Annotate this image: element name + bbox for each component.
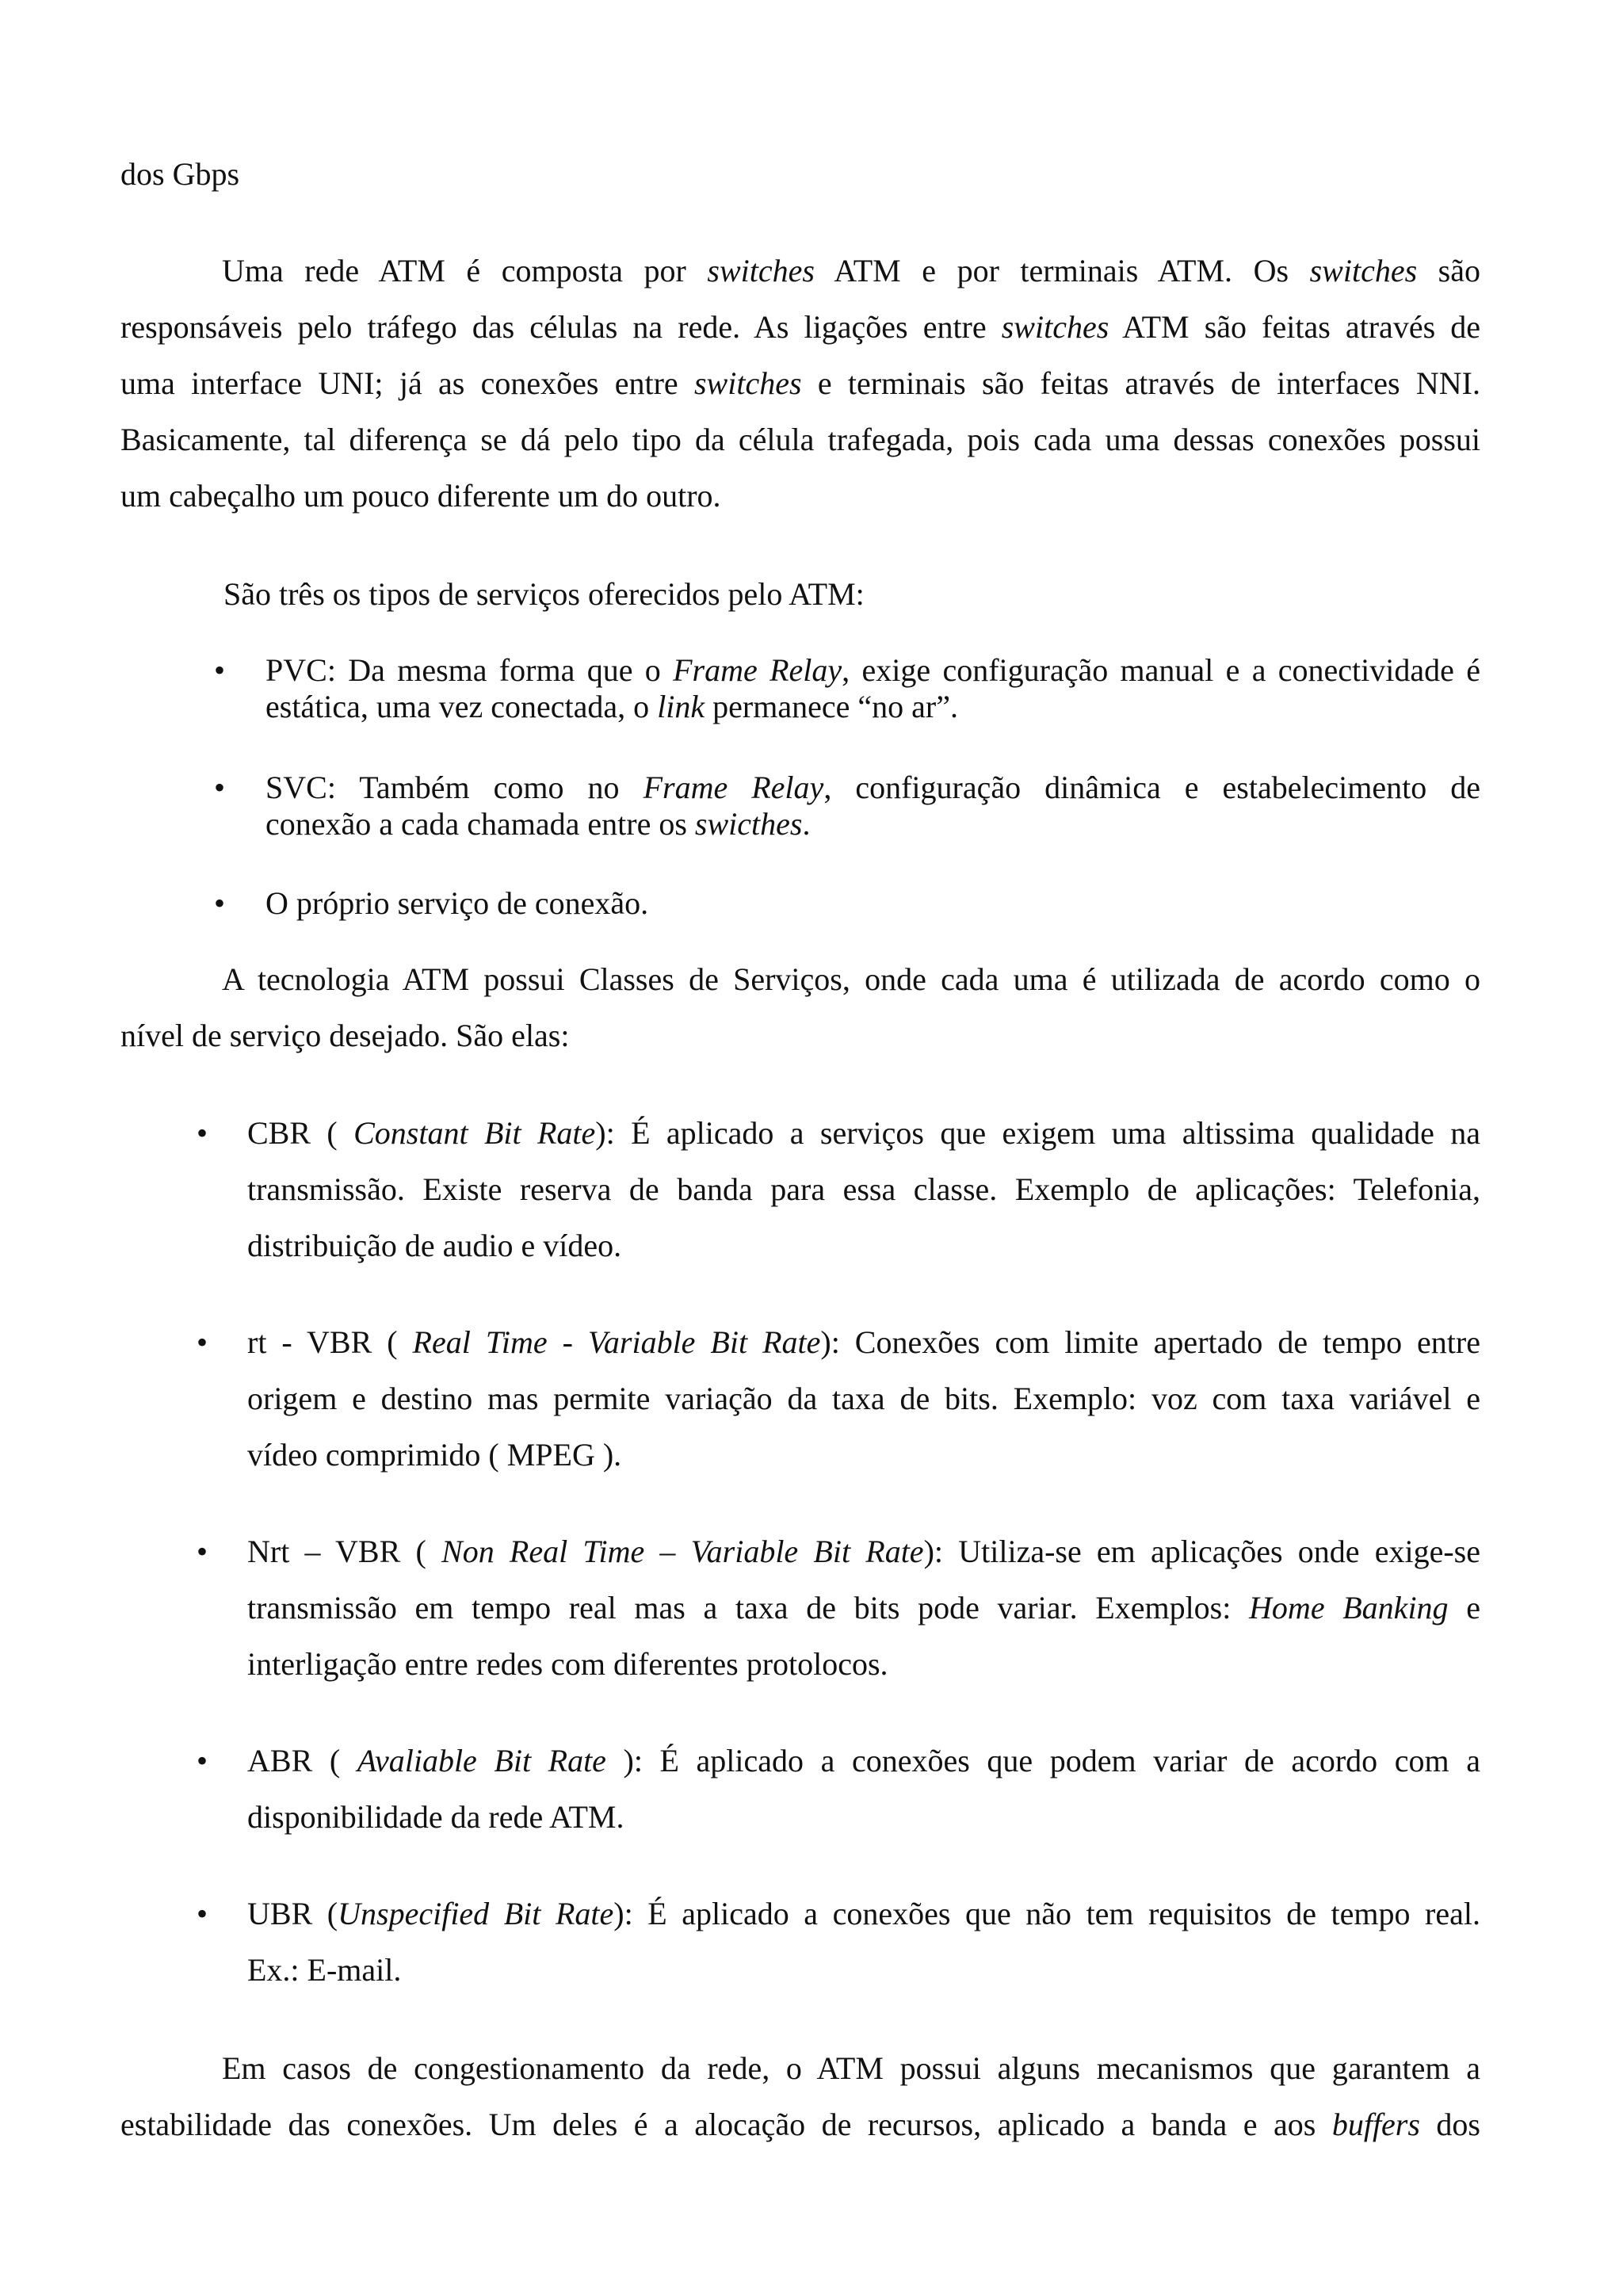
bullet-icon: • (197, 1896, 208, 1931)
class-rtvbr-line2: origem e destino mas permite variação da taxa de bits. Exemplo: voz com taxa variável e (247, 1381, 1480, 1416)
class-cbr-line3: distribuição de audio e vídeo. (247, 1228, 622, 1263)
para1-line5: um cabeçalho um pouco diferente um do outro. (120, 478, 721, 514)
service-pvc-line2: estática, uma vez conectada, o link permanece “no ar”. (265, 689, 958, 724)
bullet-icon: • (214, 652, 226, 688)
class-cbr-line2: transmissão. Existe reserva de banda para essa classe. Exemplo de aplicações: Telefonia, (247, 1171, 1480, 1207)
bullet-icon: • (197, 1743, 208, 1778)
services-intro: São três os tipos de serviços oferecidos pelo ATM: (223, 576, 865, 612)
service-pvc-line1: PVC: Da mesma forma que o Frame Relay, exige configuração manual e a conectividade é (265, 652, 1480, 688)
class-nrtvbr-line1: Nrt – VBR ( Non Real Time – Variable Bit Rate): Utiliza-se em aplicações onde exige-se (247, 1534, 1481, 1569)
para3-line1: Em casos de congestionamento da rede, o ATM possui alguns mecanismos que garantem a (222, 2050, 1480, 2086)
class-rtvbr-line3: vídeo comprimido ( MPEG ). (247, 1437, 622, 1473)
para1-line3: uma interface UNI; já as conexões entre switches e terminais são feitas através de interfaces NNI. (120, 365, 1480, 401)
para3-line2: estabilidade das conexões. Um deles é a alocação de recursos, aplicado a banda e aos buffers dos (120, 2107, 1480, 2142)
continuation-text: dos Gbps (120, 156, 240, 192)
class-ubr-line2: Ex.: E-mail. (247, 1952, 402, 1988)
bullet-icon: • (197, 1115, 208, 1151)
class-nrtvbr-line2: transmissão em tempo real mas a taxa de bits pode variar. Exemplos: Home Banking e (247, 1590, 1480, 1626)
class-nrtvbr-line3: interligação entre redes com diferentes protolocos. (247, 1646, 888, 1682)
para2-line1: A tecnologia ATM possui Classes de Serviços, onde cada uma é utilizada de acordo como o (222, 961, 1480, 997)
bullet-icon: • (197, 1324, 208, 1360)
service-svc-line1: SVC: Também como no Frame Relay, configuração dinâmica e estabelecimento de (265, 770, 1480, 805)
class-ubr-line1: UBR (Unspecified Bit Rate): É aplicado a conexões que não tem requisitos de tempo real. (247, 1896, 1480, 1931)
para1-line2: responsáveis pelo tráfego das células na rede. As ligações entre switches ATM são feitas através de (120, 309, 1480, 345)
service-own-line: O próprio serviço de conexão. (265, 885, 649, 921)
para2-line2: nível de serviço desejado. São elas: (120, 1018, 570, 1053)
para1-line1: Uma rede ATM é composta por switches ATM e por terminais ATM. Os switches são (222, 253, 1480, 288)
class-abr-line2: disponibilidade da rede ATM. (247, 1799, 624, 1835)
class-abr-line1: ABR ( Avaliable Bit Rate ): É aplicado a conexões que podem variar de acordo com a (247, 1743, 1480, 1778)
class-cbr-line1: CBR ( Constant Bit Rate): É aplicado a serviços que exigem uma altissima qualidade na (247, 1115, 1481, 1151)
bullet-icon: • (214, 885, 226, 921)
bullet-icon: • (214, 770, 226, 805)
bullet-icon: • (197, 1534, 208, 1569)
class-rtvbr-line1: rt - VBR ( Real Time - Variable Bit Rate): Conexões com limite apertado de tempo entre (247, 1324, 1480, 1360)
para1-line4: Basicamente, tal diferença se dá pelo tipo da célula trafegada, pois cada uma dessas conexões possui (120, 422, 1480, 457)
service-svc-line2: conexão a cada chamada entre os swicthes. (265, 806, 811, 842)
